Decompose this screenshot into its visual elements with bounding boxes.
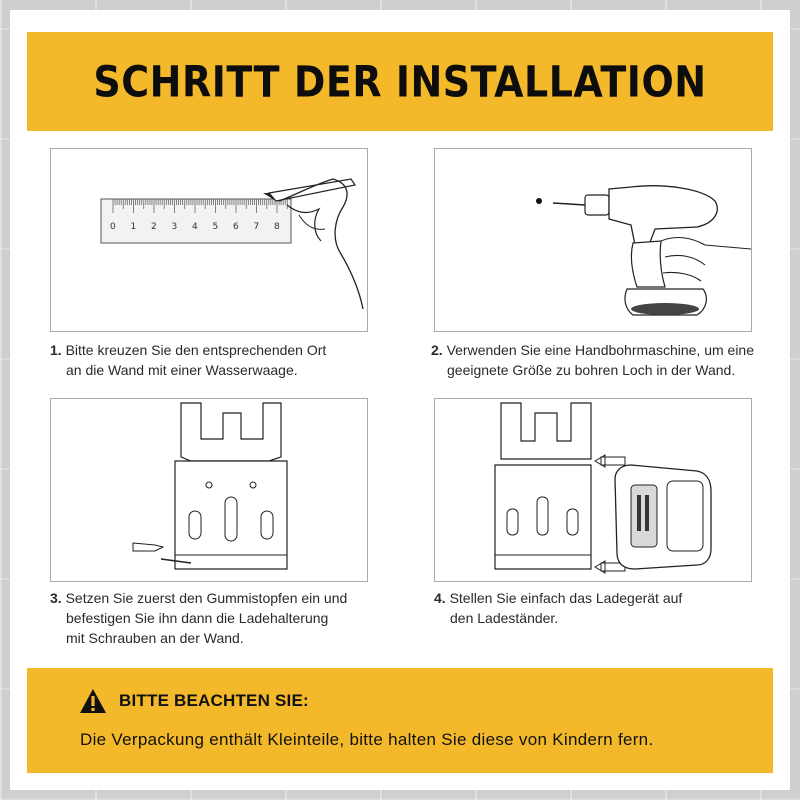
step-text-line: Setzen Sie zuerst den Gummistopfen ein und xyxy=(65,590,348,606)
step-1-panel xyxy=(50,148,368,332)
step-text-line: Bitte kreuzen Sie den entsprechenden Ort xyxy=(65,342,327,358)
step-text-line: Stellen Sie einfach das Ladegerät auf xyxy=(449,590,683,606)
step-2-panel xyxy=(434,148,752,332)
step-3-caption xyxy=(50,588,390,648)
warning-triangle-icon xyxy=(79,688,107,714)
step-number: 4. xyxy=(434,590,446,606)
ruler-pencil-hand-illustration xyxy=(51,149,367,331)
step-text-line: befestigen Sie ihn dann die Ladehalterung xyxy=(66,610,329,626)
step-2-caption xyxy=(431,340,771,380)
step-text-line: den Ladeständer. xyxy=(450,610,559,626)
step-text-line: mit Schrauben an der Wand. xyxy=(66,630,244,646)
step-text-line: geeignete Größe zu bohren Loch in der Wand. xyxy=(447,362,736,378)
ruler-label: 2 xyxy=(151,222,157,232)
step-1-caption xyxy=(50,340,390,380)
notice-text: Die Verpackung enthält Kleinteile, bitte halten Sie diese von Kindern fern. xyxy=(80,730,654,749)
ruler-label: 1 xyxy=(130,222,137,232)
step-text-line: Verwenden Sie eine Handbohrmaschine, um eine xyxy=(446,342,754,358)
bracket-screws-illustration xyxy=(51,399,367,581)
drill-illustration xyxy=(435,149,751,331)
notice-header xyxy=(79,688,309,714)
ruler-label: 7 xyxy=(253,222,260,232)
bracket-charger-illustration xyxy=(435,399,751,581)
ruler-label: 0 xyxy=(110,222,116,232)
step-number: 2. xyxy=(431,342,443,358)
ruler-labels xyxy=(110,222,280,232)
ruler-label: 3 xyxy=(171,222,178,232)
notice-title: BITTE BEACHTEN SIE: xyxy=(119,691,309,710)
ruler-label: 6 xyxy=(233,222,239,232)
ruler-label: 5 xyxy=(212,222,219,232)
ruler-label: 4 xyxy=(192,222,198,232)
step-number: 3. xyxy=(50,590,62,606)
step-number: 1. xyxy=(50,342,62,358)
header-banner xyxy=(27,32,773,131)
step-text-line: an die Wand mit einer Wasserwaage. xyxy=(66,362,298,378)
step-4-panel xyxy=(434,398,752,582)
notice-banner xyxy=(27,668,773,773)
page-title: SCHRITT DER INSTALLATION xyxy=(93,56,707,107)
step-3-panel xyxy=(50,398,368,582)
step-4-caption xyxy=(434,588,774,628)
ruler-label: 8 xyxy=(274,222,280,232)
